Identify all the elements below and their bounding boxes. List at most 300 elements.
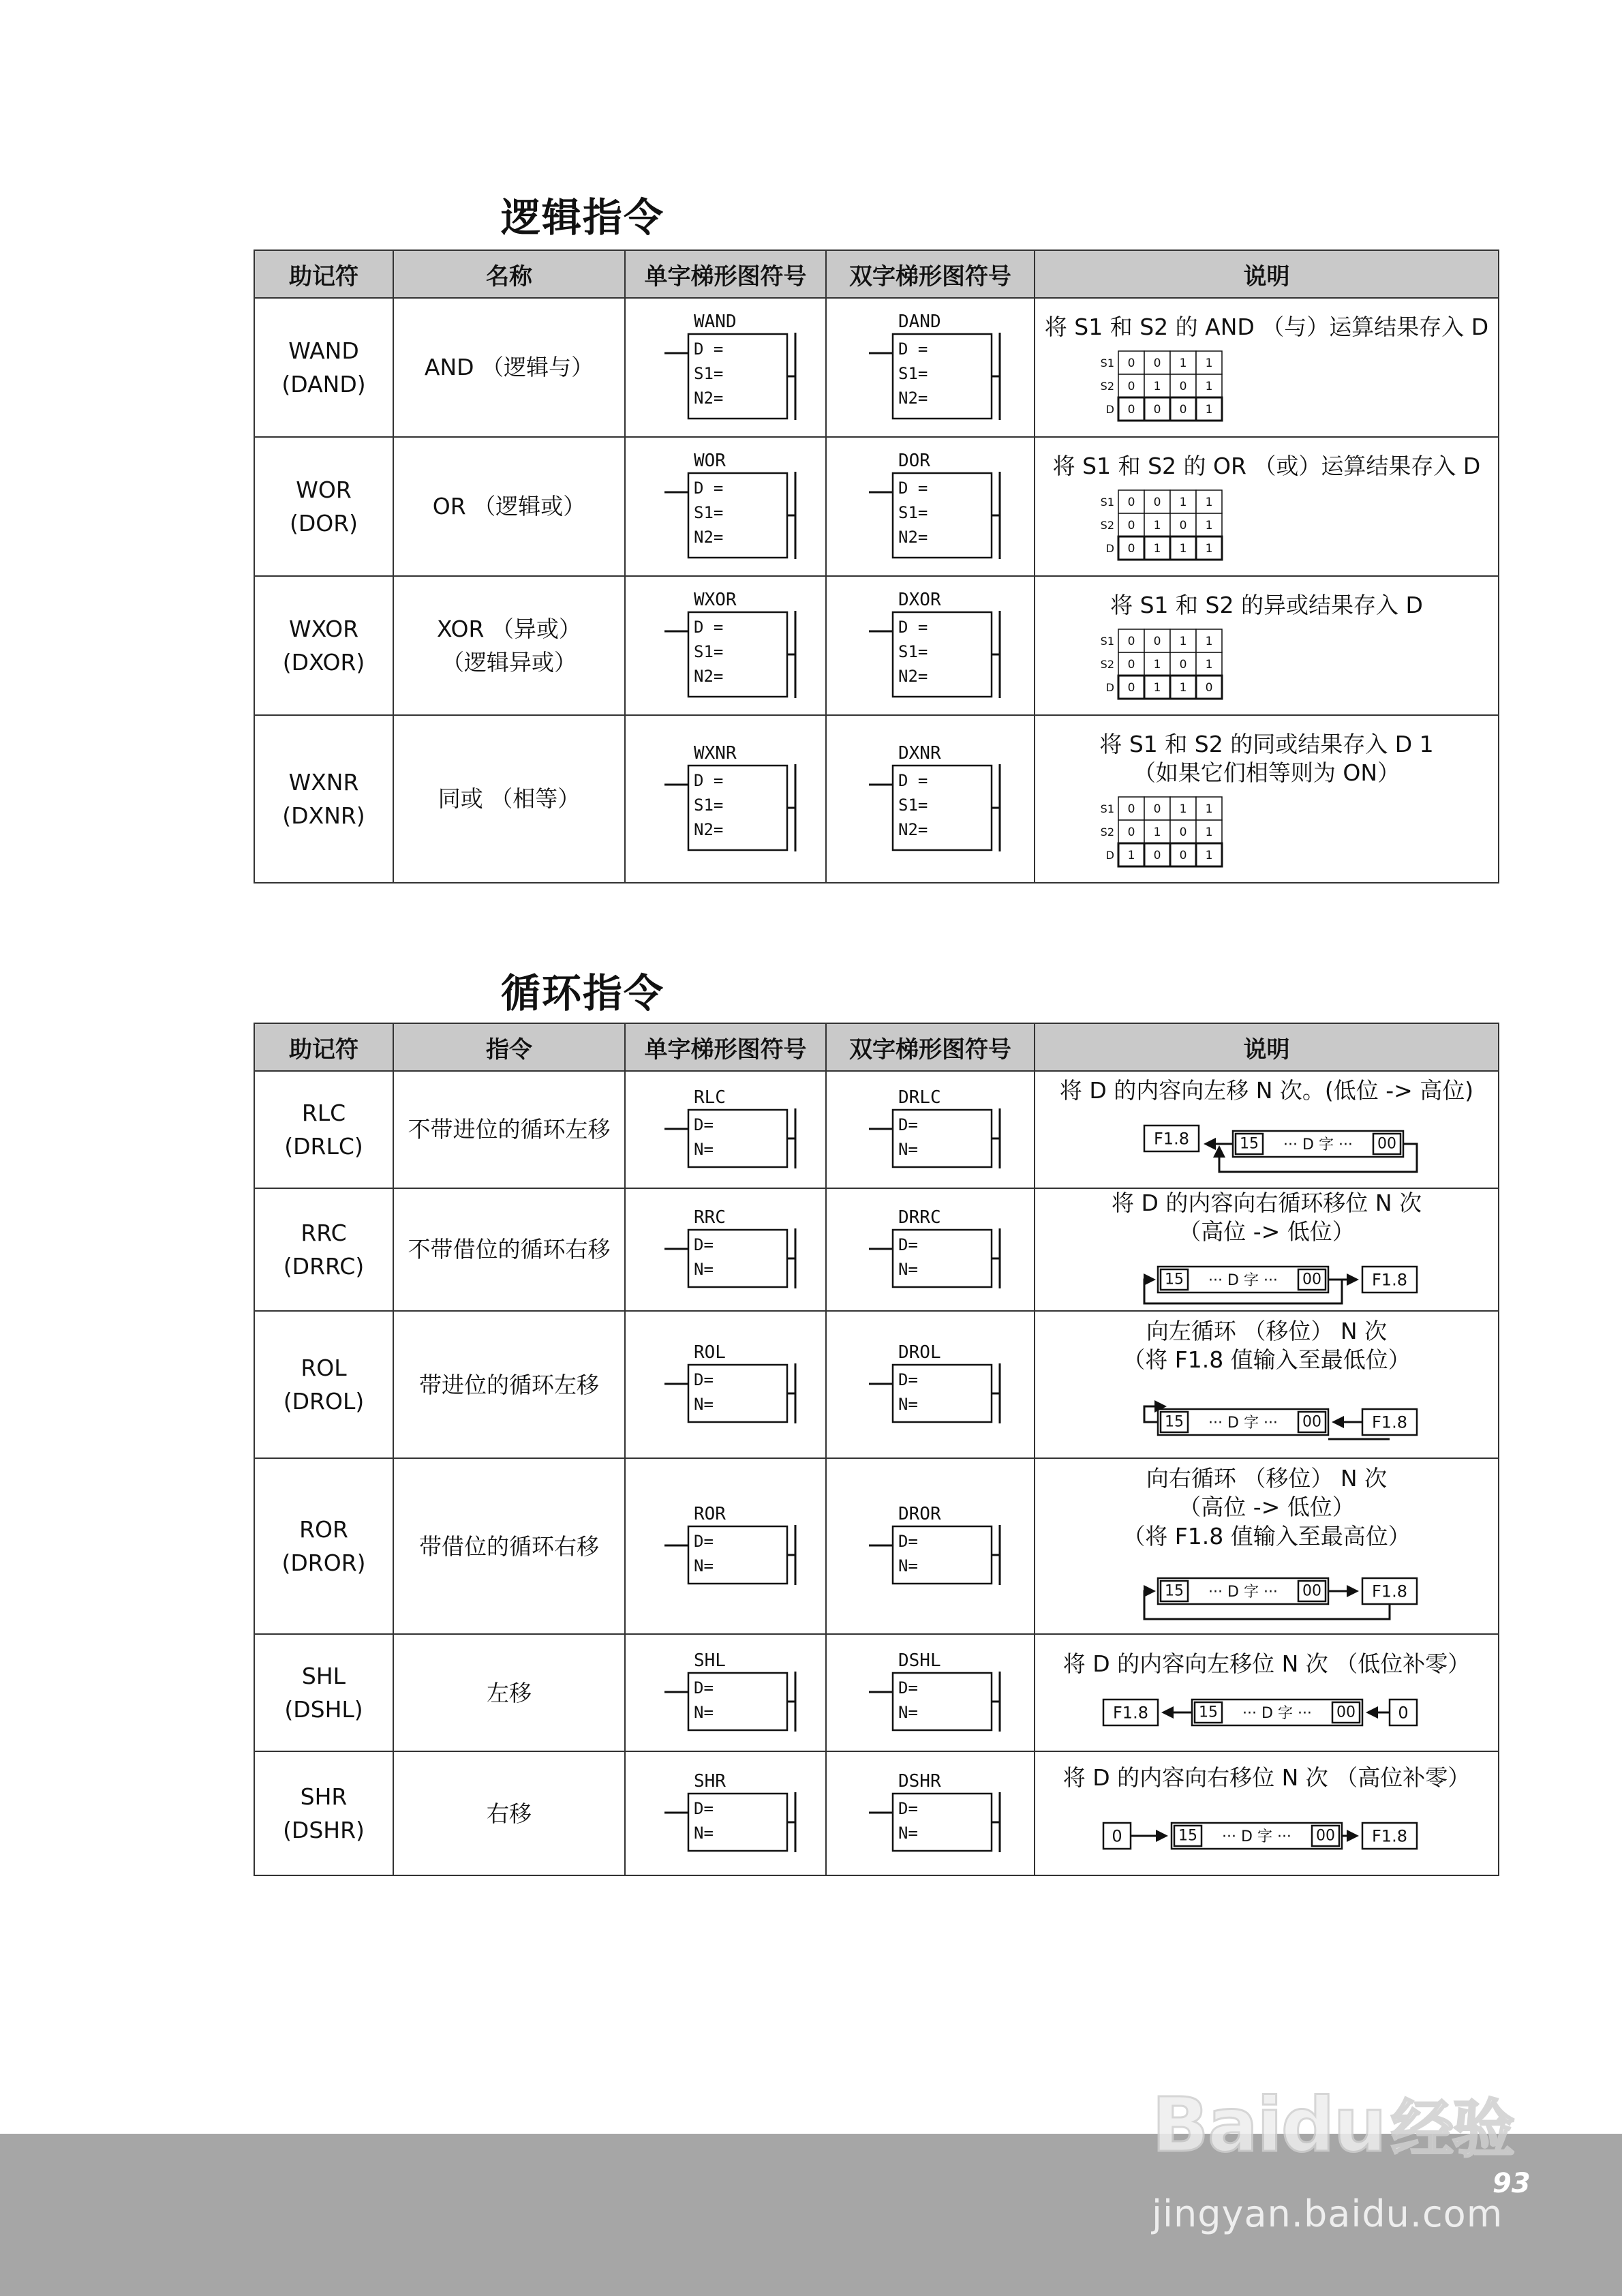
logic-instruction-table xyxy=(254,250,1499,883)
ladder-operand-line: D = xyxy=(898,479,928,498)
mnemonic-text: RLC xyxy=(301,1099,346,1126)
ladder-operand-line: N= xyxy=(898,1260,918,1280)
ladder-symbol xyxy=(647,1085,804,1174)
description-text xyxy=(1035,1317,1498,1374)
bit-shift-diagram xyxy=(1035,1385,1444,1453)
ladder-operand-line: D = xyxy=(693,771,723,790)
truth-table-bit: 1 xyxy=(1179,542,1187,556)
description-cell xyxy=(1035,715,1499,883)
double-word-symbol-cell xyxy=(826,437,1035,576)
ladder-operand-line: S1= xyxy=(693,642,723,661)
carry-flag-box-text: F1.8 xyxy=(1372,1413,1407,1432)
truth-table-row-label: S2 xyxy=(1100,380,1114,393)
truth-table-bit: 1 xyxy=(1179,635,1187,649)
ladder-operand-line: S1= xyxy=(898,503,928,522)
description-line: （高位 -> 低位） xyxy=(1178,1218,1355,1245)
mnemonic-text: WXOR xyxy=(288,615,359,642)
page-number: 93 xyxy=(1493,2168,1531,2199)
word-high-bit-text: 15 xyxy=(1165,1271,1184,1289)
ladder-symbol xyxy=(852,588,1009,704)
table-row xyxy=(254,1311,1499,1458)
truth-table-row-label: D xyxy=(1105,403,1114,417)
description-cell xyxy=(1035,1188,1499,1311)
ladder-operand-line: N= xyxy=(693,1140,714,1159)
single-word-symbol-cell xyxy=(625,1634,826,1751)
double-word-symbol-cell xyxy=(826,1458,1035,1634)
mnemonic-text: ROL xyxy=(301,1354,347,1381)
table-row xyxy=(254,1458,1499,1634)
instruction-name-text: 带借位的循环右移 xyxy=(419,1532,599,1560)
word-register-label: ··· D 字 ··· xyxy=(1208,1414,1278,1432)
ladder-operand-line: N= xyxy=(693,1260,714,1280)
truth-table-bit: 0 xyxy=(1179,849,1187,863)
mnemonic-text: SHR xyxy=(300,1783,348,1810)
truth-table-bit: 0 xyxy=(1127,802,1135,817)
ladder-operand-line: D = xyxy=(693,339,723,359)
truth-table-bit: 1 xyxy=(1205,802,1213,817)
ladder-operand-line: D= xyxy=(693,1115,714,1134)
mnemonic-cell xyxy=(254,1751,393,1875)
truth-table-row-label: S1 xyxy=(1100,357,1114,370)
ladder-symbol xyxy=(852,309,1009,425)
single-word-symbol-cell xyxy=(625,437,826,576)
ladder-operand-line: N2= xyxy=(693,389,723,408)
double-word-symbol-cell xyxy=(826,1071,1035,1188)
ladder-instruction-label: DXNR xyxy=(898,743,941,764)
mnemonic-cell xyxy=(254,298,393,437)
truth-table-bit: 0 xyxy=(1127,380,1135,394)
instruction-name-text: 不带进位的循环左移 xyxy=(408,1116,611,1143)
ladder-instruction-label: DSHR xyxy=(898,1771,941,1792)
truth-table-bit: 1 xyxy=(1179,681,1187,695)
ladder-operand-line: N= xyxy=(898,1703,918,1723)
truth-table-row-label: D xyxy=(1105,542,1114,556)
description-cell xyxy=(1035,437,1499,576)
word-high-bit-text: 15 xyxy=(1199,1704,1218,1721)
word-register-label: ··· D 字 ··· xyxy=(1222,1828,1291,1845)
ladder-symbol xyxy=(852,449,1009,564)
ladder-operand-line: N= xyxy=(693,1824,714,1843)
ladder-operand-line: D= xyxy=(898,1532,918,1552)
ladder-symbol xyxy=(647,1205,804,1294)
truth-table-bit: 0 xyxy=(1179,403,1187,417)
word-register-label: ··· D 字 ··· xyxy=(1242,1704,1312,1722)
truth-table-row-label: D xyxy=(1105,681,1114,695)
truth-table-bit: 1 xyxy=(1205,542,1213,556)
column-header: 双字梯形图符号 xyxy=(826,250,1035,298)
watermark-url: jingyan.baidu.com xyxy=(1152,2192,1503,2235)
mnemonic-text: (DOR) xyxy=(289,510,358,537)
truth-table-grid xyxy=(1095,793,1231,868)
ladder-instruction-label: DAND xyxy=(898,312,941,332)
instruction-name-text: AND （逻辑与） xyxy=(424,354,594,381)
word-high-bit-text: 15 xyxy=(1165,1413,1184,1431)
ladder-operand-line: N= xyxy=(693,1556,714,1576)
column-header: 双字梯形图符号 xyxy=(826,1023,1035,1071)
ladder-operand-line: S1= xyxy=(898,642,928,661)
truth-table-bit: 1 xyxy=(1179,802,1187,817)
truth-table-bit: 0 xyxy=(1127,658,1135,672)
ladder-operand-line: D= xyxy=(693,1532,714,1552)
carry-flag-box-text: F1.8 xyxy=(1154,1129,1189,1149)
rotate-instruction-table xyxy=(254,1023,1499,1876)
ladder-symbol xyxy=(647,588,804,704)
description-text xyxy=(1035,452,1498,481)
truth-table-bit: 0 xyxy=(1127,519,1135,533)
instruction-name-text: 左移 xyxy=(487,1679,532,1706)
rotate-section-title: 循环指令 xyxy=(501,970,665,1016)
ladder-operand-line: S1= xyxy=(898,796,928,815)
description-text xyxy=(1035,1189,1498,1246)
ladder-operand-line: N2= xyxy=(898,667,928,686)
mnemonic-cell xyxy=(254,1458,393,1634)
mnemonic-text: WAND xyxy=(288,337,359,364)
truth-table-bit: 0 xyxy=(1179,826,1187,840)
bit-shift-diagram xyxy=(1035,1560,1444,1629)
column-header: 名称 xyxy=(393,250,625,298)
truth-table-bit: 1 xyxy=(1153,658,1161,672)
bit-shift-diagram xyxy=(1035,1115,1444,1183)
name-cell xyxy=(393,437,625,576)
truth-table-bit: 1 xyxy=(1179,496,1187,510)
mnemonic-cell xyxy=(254,1188,393,1311)
truth-table-bit: 1 xyxy=(1179,357,1187,371)
ladder-operand-line: N= xyxy=(693,1395,714,1415)
ladder-symbol xyxy=(647,449,804,564)
ladder-instruction-label: WXOR xyxy=(693,590,737,610)
carry-flag-box-text: F1.8 xyxy=(1372,1270,1407,1290)
mnemonic-cell xyxy=(254,715,393,883)
single-word-symbol-cell xyxy=(625,715,826,883)
ladder-operand-line: N2= xyxy=(693,667,723,686)
mnemonic-cell xyxy=(254,576,393,715)
watermark-logo: Baidu经验 xyxy=(1152,2081,1514,2169)
description-line: （将 F1.8 值输入至最低位） xyxy=(1122,1346,1411,1374)
description-text xyxy=(1035,591,1498,620)
truth-table-bit: 1 xyxy=(1205,519,1213,533)
ladder-operand-line: D = xyxy=(898,618,928,637)
truth-table-bit: 0 xyxy=(1127,681,1135,695)
description-text xyxy=(1035,1764,1498,1792)
ladder-symbol xyxy=(647,1769,804,1858)
ladder-operand-line: N2= xyxy=(898,528,928,547)
double-word-symbol-cell xyxy=(826,1311,1035,1458)
truth-table-bit: 1 xyxy=(1153,826,1161,840)
ladder-instruction-label: DXOR xyxy=(898,590,941,610)
ladder-instruction-label: RLC xyxy=(693,1087,726,1108)
bit-shift-diagram xyxy=(1035,1256,1444,1310)
ladder-operand-line: S1= xyxy=(693,364,723,383)
table-row xyxy=(254,437,1499,576)
ladder-symbol xyxy=(647,1340,804,1429)
table-row xyxy=(254,1751,1499,1875)
truth-table-bit: 0 xyxy=(1153,802,1161,817)
word-register-label: ··· D 字 ··· xyxy=(1283,1136,1353,1154)
name-cell xyxy=(393,1458,625,1634)
mnemonic-text: (DROR) xyxy=(281,1550,366,1577)
double-word-symbol-cell xyxy=(826,715,1035,883)
logic-table-header-row xyxy=(254,250,1499,298)
ladder-operand-line: D = xyxy=(693,618,723,637)
ladder-instruction-label: SHL xyxy=(693,1650,726,1672)
truth-table-bit: 0 xyxy=(1179,658,1187,672)
double-word-symbol-cell xyxy=(826,1188,1035,1311)
truth-table-bit: 0 xyxy=(1179,519,1187,533)
ladder-operand-line: N= xyxy=(898,1556,918,1576)
ladder-operand-line: N= xyxy=(898,1395,918,1415)
ladder-operand-line: N= xyxy=(898,1824,918,1843)
double-word-symbol-cell xyxy=(826,298,1035,437)
truth-table-row-label: S1 xyxy=(1100,635,1114,648)
ladder-operand-line: N= xyxy=(693,1703,714,1723)
description-text xyxy=(1035,1464,1498,1551)
column-header: 说明 xyxy=(1035,1023,1499,1071)
description-line: 向左循环 （移位） N 次 xyxy=(1146,1318,1388,1345)
mnemonic-text: (DXOR) xyxy=(282,649,365,676)
ladder-operand-line: D= xyxy=(693,1678,714,1698)
ladder-instruction-label: DOR xyxy=(898,451,930,471)
word-register-label: ··· D 字 ··· xyxy=(1208,1272,1278,1290)
mnemonic-text: (DAND) xyxy=(281,371,366,397)
ladder-operand-line: D= xyxy=(898,1115,918,1134)
column-header: 说明 xyxy=(1035,250,1499,298)
description-cell xyxy=(1035,1751,1499,1875)
truth-table-bit: 1 xyxy=(1205,496,1213,510)
table-row xyxy=(254,576,1499,715)
truth-table-bit: 1 xyxy=(1127,849,1135,863)
truth-table-grid xyxy=(1095,347,1231,422)
description-line: 将 D 的内容向右移位 N 次 （高位补零） xyxy=(1062,1764,1471,1792)
truth-table-row-label: S1 xyxy=(1100,496,1114,509)
truth-table-row-label: S2 xyxy=(1100,658,1114,671)
ladder-symbol xyxy=(852,1340,1009,1429)
truth-table-bit: 1 xyxy=(1153,519,1161,533)
truth-table-bit: 0 xyxy=(1127,635,1135,649)
ladder-instruction-label: WAND xyxy=(693,312,737,332)
table-row xyxy=(254,1188,1499,1311)
description-text xyxy=(1035,1650,1498,1678)
carry-flag-box-text: F1.8 xyxy=(1113,1702,1148,1722)
description-cell xyxy=(1035,1634,1499,1751)
ladder-operand-line: D= xyxy=(898,1370,918,1390)
word-low-bit-text: 00 xyxy=(1336,1704,1356,1721)
name-cell xyxy=(393,1188,625,1311)
rotate-table-header-row xyxy=(254,1023,1499,1071)
description-cell xyxy=(1035,576,1499,715)
truth-table-bit: 1 xyxy=(1205,849,1213,863)
name-cell xyxy=(393,1751,625,1875)
ladder-instruction-label: WOR xyxy=(693,451,726,471)
description-text xyxy=(1035,730,1498,787)
column-header: 指令 xyxy=(393,1023,625,1071)
description-line: （将 F1.8 值输入至最高位） xyxy=(1122,1522,1411,1550)
column-header: 助记符 xyxy=(254,250,393,298)
mnemonic-text: (DRRC) xyxy=(283,1253,365,1280)
instruction-name-text: 同或 （相等） xyxy=(438,785,581,813)
name-cell xyxy=(393,298,625,437)
ladder-symbol xyxy=(852,1648,1009,1737)
ladder-instruction-label: ROL xyxy=(693,1342,726,1363)
truth-table-bit: 0 xyxy=(1153,496,1161,510)
ladder-operand-line: D= xyxy=(693,1370,714,1390)
carry-flag-box-text: F1.8 xyxy=(1372,1826,1407,1845)
ladder-operand-line: N2= xyxy=(898,820,928,839)
column-header: 助记符 xyxy=(254,1023,393,1071)
ladder-operand-line: D= xyxy=(693,1799,714,1819)
ladder-operand-line: D= xyxy=(693,1235,714,1255)
instruction-name-text: XOR （异或） xyxy=(437,615,581,642)
mnemonic-text: (DROL) xyxy=(283,1388,365,1415)
truth-table-bit: 1 xyxy=(1153,380,1161,394)
ladder-symbol xyxy=(852,1502,1009,1590)
truth-table-bit: 1 xyxy=(1205,357,1213,371)
instruction-name-text: 不带借位的循环右移 xyxy=(408,1236,611,1263)
name-cell xyxy=(393,576,625,715)
ladder-operand-line: D= xyxy=(898,1678,918,1698)
description-line: （如果它们相等则为 ON） xyxy=(1133,759,1401,786)
name-cell xyxy=(393,1634,625,1751)
truth-table-bit: 0 xyxy=(1179,380,1187,394)
mnemonic-text: RRC xyxy=(301,1219,347,1246)
ladder-instruction-label: SHR xyxy=(693,1771,726,1792)
ladder-instruction-label: RRC xyxy=(693,1207,726,1228)
ladder-operand-line: D = xyxy=(898,771,928,790)
word-low-bit-text: 00 xyxy=(1316,1827,1335,1845)
word-low-bit-text: 00 xyxy=(1377,1135,1396,1153)
table-row xyxy=(254,1634,1499,1751)
mnemonic-text: (DXNR) xyxy=(282,802,365,829)
instruction-name-text: （逻辑异或） xyxy=(442,649,577,676)
ladder-instruction-label: DSHL xyxy=(898,1650,941,1672)
truth-table-row-label: S2 xyxy=(1100,519,1114,532)
description-cell xyxy=(1035,1458,1499,1634)
zero-fill-box-text: 0 xyxy=(1398,1702,1409,1722)
ladder-symbol xyxy=(852,1769,1009,1858)
ladder-symbol xyxy=(647,1648,804,1737)
truth-table-bit: 1 xyxy=(1205,826,1213,840)
mnemonic-cell xyxy=(254,1634,393,1751)
ladder-symbol xyxy=(647,1502,804,1590)
single-word-symbol-cell xyxy=(625,1751,826,1875)
double-word-symbol-cell xyxy=(826,576,1035,715)
truth-table-bit: 0 xyxy=(1205,681,1213,695)
mnemonic-text: (DRLC) xyxy=(284,1133,363,1160)
truth-table-bit: 0 xyxy=(1153,635,1161,649)
description-line: 将 D 的内容向左移位 N 次 （低位补零） xyxy=(1062,1650,1471,1678)
name-cell xyxy=(393,1071,625,1188)
truth-table-bit: 0 xyxy=(1127,357,1135,371)
column-header: 单字梯形图符号 xyxy=(625,250,826,298)
truth-table-bit: 1 xyxy=(1205,658,1213,672)
bit-shift-diagram xyxy=(1035,1802,1444,1864)
mnemonic-text: (DSHL) xyxy=(284,1696,363,1723)
truth-table-bit: 0 xyxy=(1153,403,1161,417)
single-word-symbol-cell xyxy=(625,1071,826,1188)
description-cell xyxy=(1035,1071,1499,1188)
description-line: 将 D 的内容向左移 N 次。(低位 -> 高位) xyxy=(1059,1076,1474,1104)
single-word-symbol-cell xyxy=(625,298,826,437)
ladder-operand-line: N2= xyxy=(898,389,928,408)
mnemonic-cell xyxy=(254,1311,393,1458)
truth-table-bit: 1 xyxy=(1205,403,1213,417)
word-low-bit-text: 00 xyxy=(1302,1582,1321,1600)
single-word-symbol-cell xyxy=(625,1458,826,1634)
ladder-operand-line: S1= xyxy=(693,796,723,815)
ladder-symbol xyxy=(852,1085,1009,1174)
truth-table-row-label: S2 xyxy=(1100,826,1114,839)
description-cell xyxy=(1035,1311,1499,1458)
description-line: 将 S1 和 S2 的异或结果存入 D xyxy=(1110,591,1423,618)
name-cell xyxy=(393,1311,625,1458)
ladder-operand-line: N2= xyxy=(693,820,723,839)
single-word-symbol-cell xyxy=(625,1311,826,1458)
description-line: 将 S1 和 S2 的 OR （或）运算结果存入 D xyxy=(1052,452,1481,479)
description-line: 将 D 的内容向右循环移位 N 次 xyxy=(1111,1190,1422,1216)
mnemonic-cell xyxy=(254,437,393,576)
table-row xyxy=(254,1071,1499,1188)
description-line: 将 S1 和 S2 的同或结果存入 D 1 xyxy=(1099,730,1434,757)
description-cell xyxy=(1035,298,1499,437)
truth-table-bit: 0 xyxy=(1127,403,1135,417)
instruction-name-text: 带进位的循环左移 xyxy=(419,1371,599,1398)
description-text xyxy=(1035,313,1498,342)
description-line: 向右循环 （移位） N 次 xyxy=(1146,1465,1388,1492)
ladder-operand-line: D = xyxy=(898,339,928,359)
truth-table-bit: 1 xyxy=(1153,542,1161,556)
ladder-instruction-label: DRRC xyxy=(898,1207,941,1228)
ladder-symbol xyxy=(647,741,804,857)
single-word-symbol-cell xyxy=(625,576,826,715)
word-low-bit-text: 00 xyxy=(1302,1413,1321,1431)
instruction-name-text: 右移 xyxy=(487,1800,532,1827)
ladder-symbol xyxy=(647,309,804,425)
bit-shift-diagram xyxy=(1035,1689,1444,1736)
truth-table-bit: 0 xyxy=(1153,357,1161,371)
truth-table-row-label: S1 xyxy=(1100,802,1114,816)
name-cell xyxy=(393,715,625,883)
table-row xyxy=(254,715,1499,883)
description-line: 将 S1 和 S2 的 AND （与）运算结果存入 D xyxy=(1044,313,1489,340)
double-word-symbol-cell xyxy=(826,1751,1035,1875)
ladder-symbol xyxy=(852,741,1009,857)
word-register-label: ··· D 字 ··· xyxy=(1208,1583,1278,1601)
ladder-operand-line: D= xyxy=(898,1235,918,1255)
word-high-bit-text: 15 xyxy=(1178,1827,1197,1845)
word-high-bit-text: 15 xyxy=(1165,1582,1184,1600)
ladder-instruction-label: DROR xyxy=(898,1504,941,1525)
mnemonic-text: (DSHR) xyxy=(283,1817,365,1844)
mnemonic-text: WXNR xyxy=(288,768,359,796)
ladder-operand-line: N= xyxy=(898,1140,918,1159)
mnemonic-text: ROR xyxy=(299,1515,348,1543)
carry-flag-box-text: F1.8 xyxy=(1372,1582,1407,1601)
ladder-operand-line: N2= xyxy=(693,528,723,547)
baidu-jingyan-watermark xyxy=(1152,2079,1533,2256)
mnemonic-text: SHL xyxy=(301,1662,346,1689)
description-text xyxy=(1035,1076,1498,1105)
table-row xyxy=(254,298,1499,437)
truth-table-bit: 0 xyxy=(1153,849,1161,863)
mnemonic-text: WOR xyxy=(296,476,352,503)
truth-table-grid xyxy=(1095,625,1231,700)
single-word-symbol-cell xyxy=(625,1188,826,1311)
word-low-bit-text: 00 xyxy=(1302,1271,1321,1289)
ladder-instruction-label: ROR xyxy=(693,1504,726,1525)
ladder-operand-line: D = xyxy=(693,479,723,498)
ladder-instruction-label: DROL xyxy=(898,1342,941,1363)
ladder-operand-line: D= xyxy=(898,1799,918,1819)
truth-table-row-label: D xyxy=(1105,849,1114,862)
